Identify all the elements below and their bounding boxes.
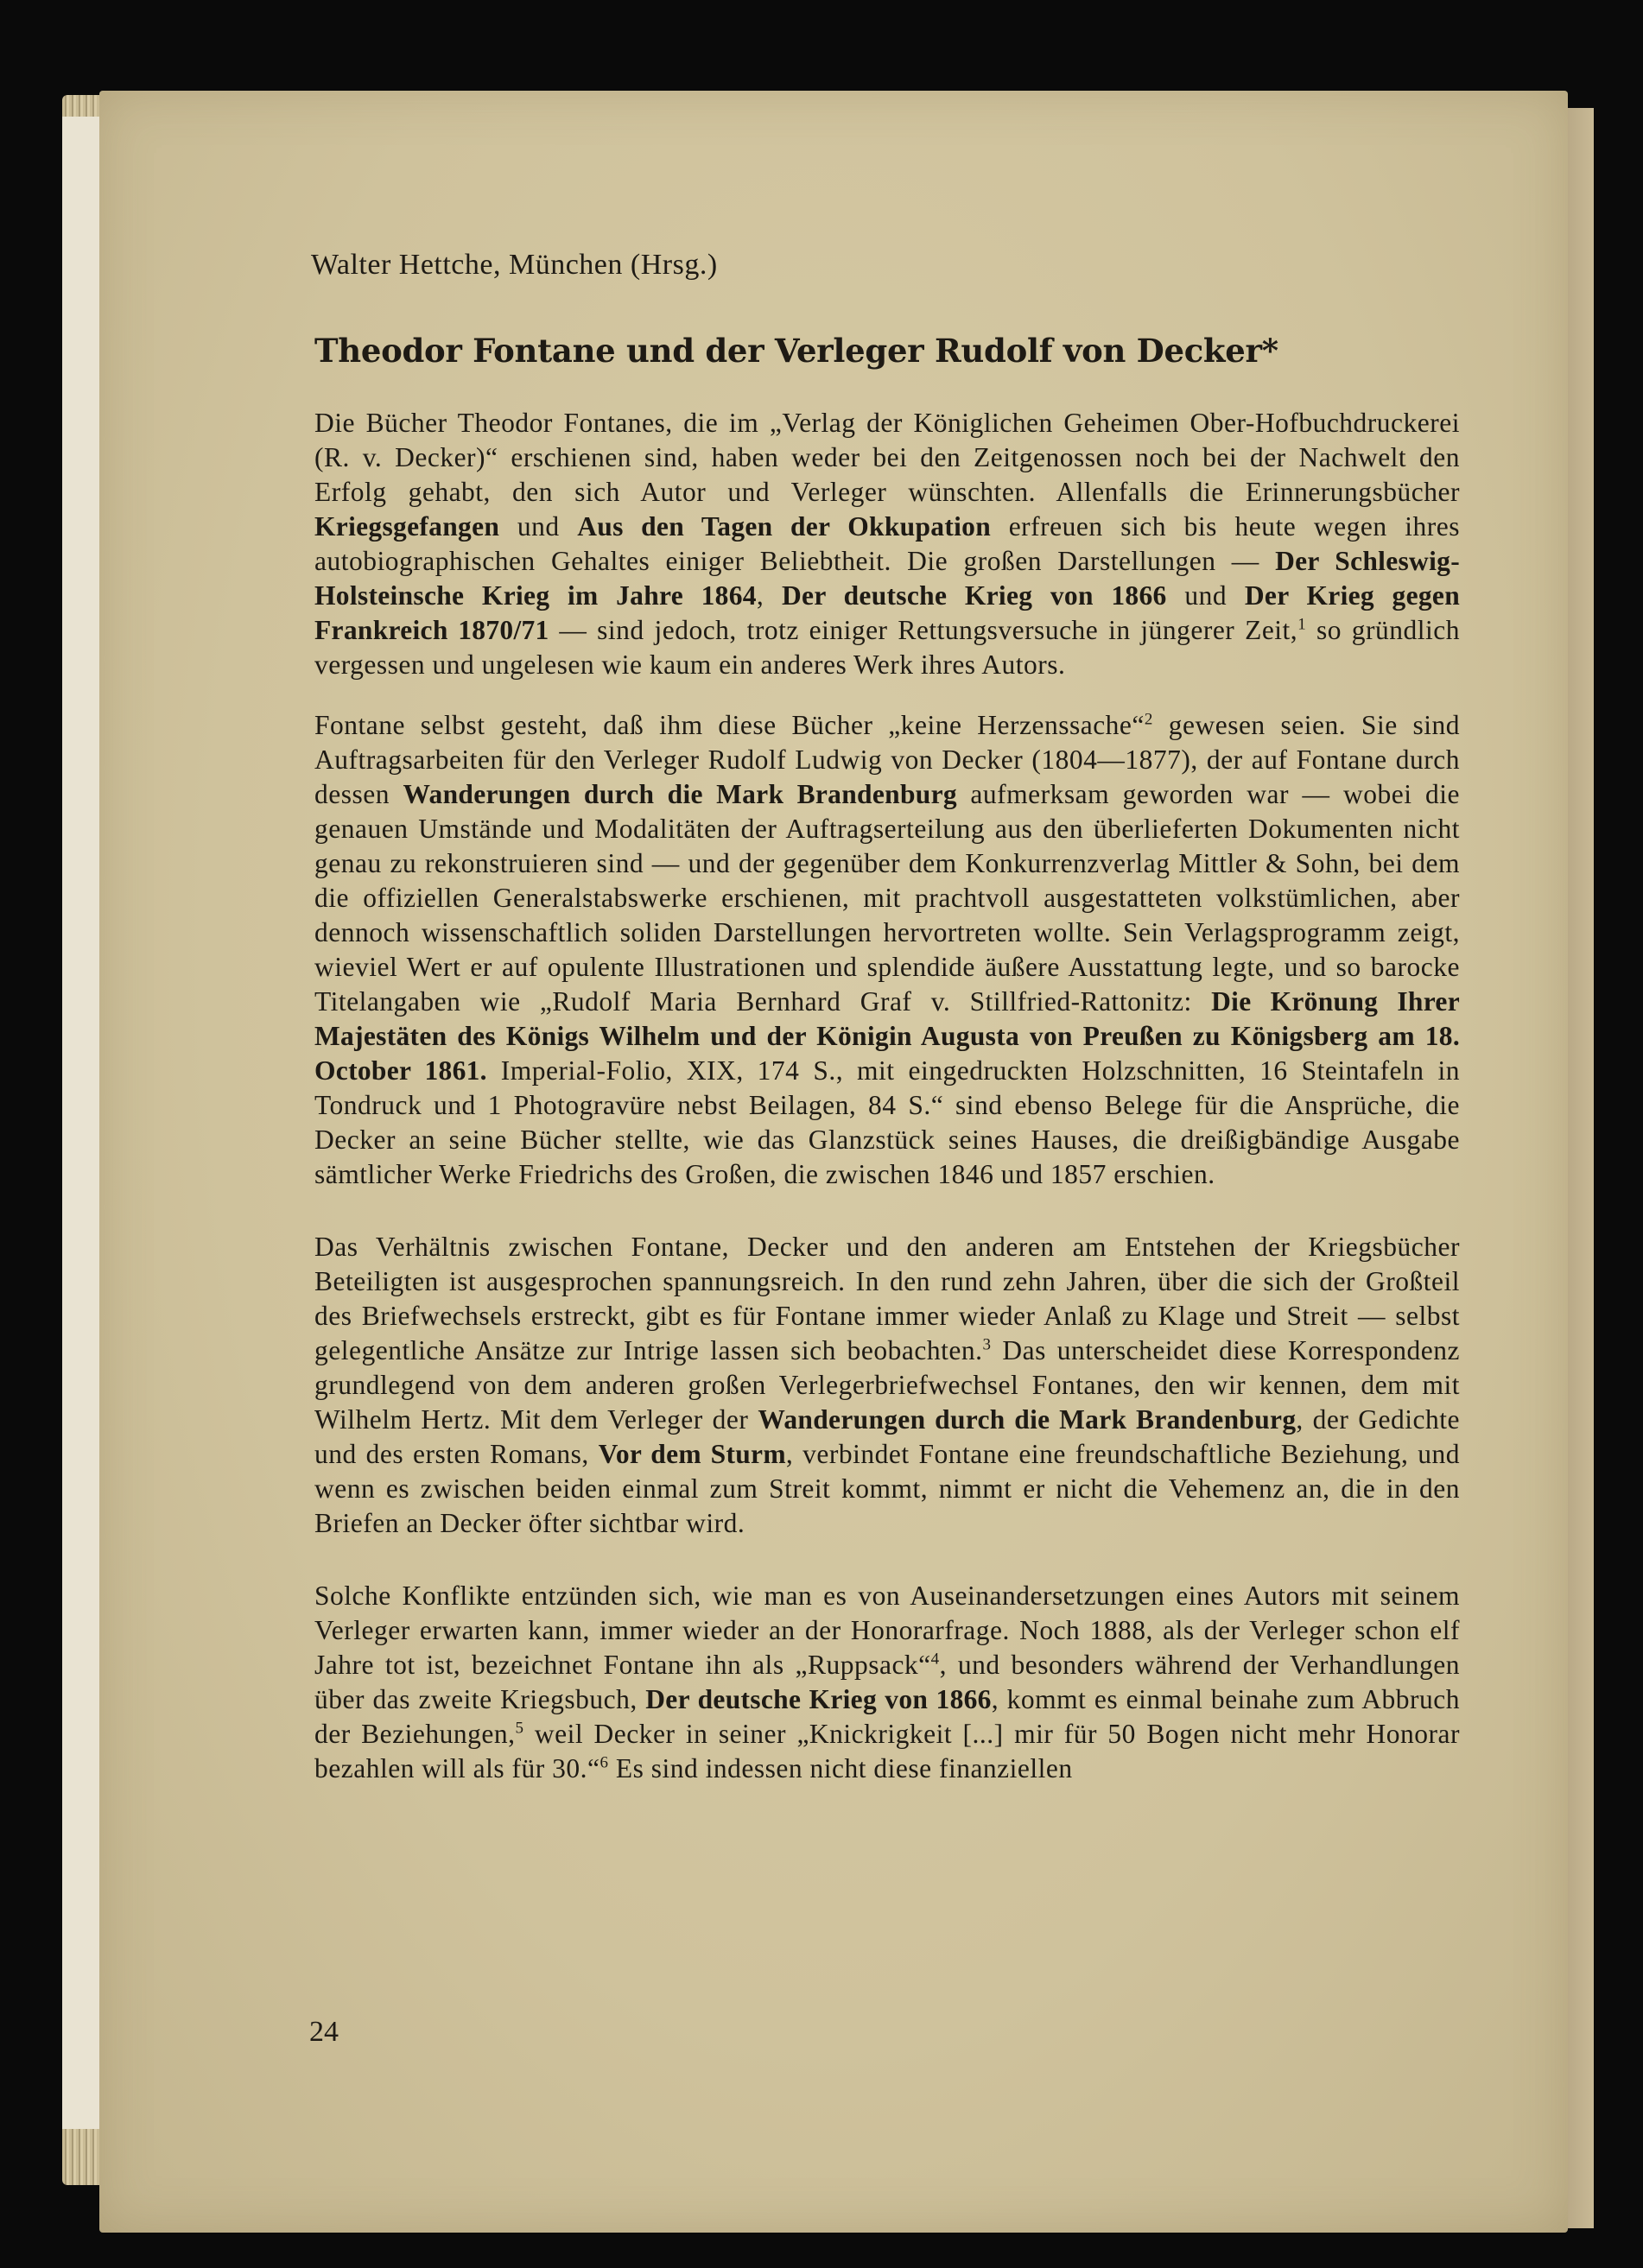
book-title: Der deutsche Krieg von 1866 [781, 580, 1167, 611]
page-number: 24 [309, 2016, 339, 2048]
page-content [311, 233, 1460, 1786]
book-title: Der Krieg gegen Frankreich 1870/71 [314, 580, 1461, 645]
book-title: Der deutsche Krieg von 1866 [645, 1684, 992, 1714]
footnote-marker: 2 [1144, 710, 1153, 729]
footnote-marker: 5 [515, 1719, 524, 1738]
book-title: Der Schleswig-Holsteinsche Krieg im Jahre 1864 [314, 546, 1460, 611]
book-title: Wanderungen durch die Mark Brandenburg [758, 1404, 1297, 1435]
paragraph-1: Die Bücher Theodor Fontanes, die im „Verlag der Königlichen Geheimen Ober-Hofbuchdruckerei (R. v. Decker)“ erschienen sind, haben weder bei den Zeitgenossen noch bei der Nachwelt den Erfolg gehabt, den sich Autor und Verleger wünschten. Allenfalls die Erinnerungsbücher Kriegsgefangen und Aus den Tagen der Okkupation erfreuen sich bis heute wegen ihres autobiographischen Gehaltes einiger Beliebtheit. Die großen Darstellungen — Der Schleswig-Holsteinsche Krieg im Jahre 1864, Der deutsche Krieg von 1866 und Der Krieg gegen Frankreich 1870/71 — sind jedoch, trotz einiger Rettungsversuche in jüngerer Zeit,$^1$ so gründlich vergessen und ungelesen wie kaum ein anderes Werk ihres Autors. [314, 408, 1461, 680]
paragraph-3: Das Verhältnis zwischen Fontane, Decker und den anderen am Entstehen der Kriegsbücher Beteiligten ist ausgesprochen spannungsreich. In den rund zehn Jahren, über die sich der Großteil des Briefwechsels erstreckt, gibt es für Fontane immer wieder Anlaß zu Klage und Streit — selbst gelegentliche Ansätze zur Intrige lassen sich beobachten.$^3$ Das unterscheidet diese Korrespondenz grundlegend von dem anderen großen Verlegerbriefwechsel Fontanes, den wir kennen, dem mit Wilhelm Hertz. Mit dem Verleger der Wanderungen durch die Mark Brandenburg, der Gedichte und des ersten Romans, Vor dem Sturm, verbindet Fontane eine freundschaftliche Beziehung, und wenn es zwischen beiden einmal zum Streit kommt, nimmt er nicht die Vehemenz an, die in den Briefen an Decker öfter sichtbar wird. [314, 1232, 1460, 1538]
footnote-marker: 3 [982, 1335, 992, 1354]
paragraph-4: Solche Konflikte entzünden sich, wie man es von Auseinandersetzungen eines Autors mit seinem Verleger erwarten kann, immer wieder an der Honorarfrage. Noch 1888, als der Verleger schon elf Jahre tot ist, bezeichnet Fontane ihn als „Ruppsack“$^4$, und besonders während der Verhandlungen über das zweite Kriegsbuch, Der deutsche Krieg von 1866, kommt es einmal beinahe zum Abbruch der Beziehungen,$^5$ weil Decker in seiner „Knickrigkeit [...] mir für 50 Bogen nicht mehr Honorar bezahlen will als für 30.“$^6$ Es sind indessen nicht diese finanziellen [314, 1581, 1460, 1783]
footnote-marker: 6 [599, 1753, 609, 1772]
article-title: Theodor Fontane und der Verleger Rudolf von Decker* [314, 332, 1278, 370]
book-title: Die Krönung Ihrer Majestäten des Königs Wilhelm und der Königin Augusta von Preußen zu Königsberg am 18. October 1861. [314, 986, 1460, 1086]
book-title: Vor dem Sturm [598, 1439, 786, 1469]
book-title: Aus den Tagen der Okkupation [577, 511, 992, 542]
book-title: Wanderungen durch die Mark Brandenburg [403, 779, 957, 809]
book-title: Kriegsgefangen [314, 511, 500, 542]
footnote-marker: 4 [930, 1650, 940, 1669]
footnote-marker: 1 [1297, 615, 1307, 634]
paragraph-2: Fontane selbst gesteht, daß ihm diese Bücher „keine Herzenssache“$^2$ gewesen seien. Sie sind Auftragsarbeiten für den Verleger Rudolf Ludwig von Decker (1804—1877), der auf Fontane durch dessen Wanderungen durch die Mark Brandenburg aufmerksam geworden war — wobei die genauen Umstände und Modalitäten der Auftragserteilung aus den überlieferten Dokumenten nicht genau zu rekonstruieren sind — und der gegenüber dem Konkurrenzverlag Mittler & Sohn, bei dem die offiziellen Generalstabswerke erschienen, mit prachtvoll ausgestatteten volkstümlichen, aber dennoch wissenschaftlich soliden Darstellungen hervortreten wollte. Sein Verlagsprogramm zeigt, wieviel Wert er auf opulente Illustrationen und splendide äußere Ausstattung legte, und so barocke Titelangaben wie „Rudolf Maria Bernhard Graf v. Stillfried-Rattonitz: Die Krönung Ihrer Majestäten des Königs Wilhelm und der Königin Augusta von Preußen zu Königsberg am 18. October 1861. Imperial-Folio, XIX, 174 S., mit eingedruckten Holzschnitten, 16 Steintafeln in Tondruck und 1 Photogravüre nebst Beilagen, 84 S.“ sind ebenso Belege für die Ansprüche, die Decker an seine Bücher stellte, wie das Glanzstück seines Hauses, die dreißigbändige Ausgabe sämtlicher Werke Friedrichs des Großen, die zwischen 1846 und 1857 erschien. [314, 710, 1461, 1189]
author-line: Walter Hettche, München (Hrsg.) [311, 249, 718, 281]
